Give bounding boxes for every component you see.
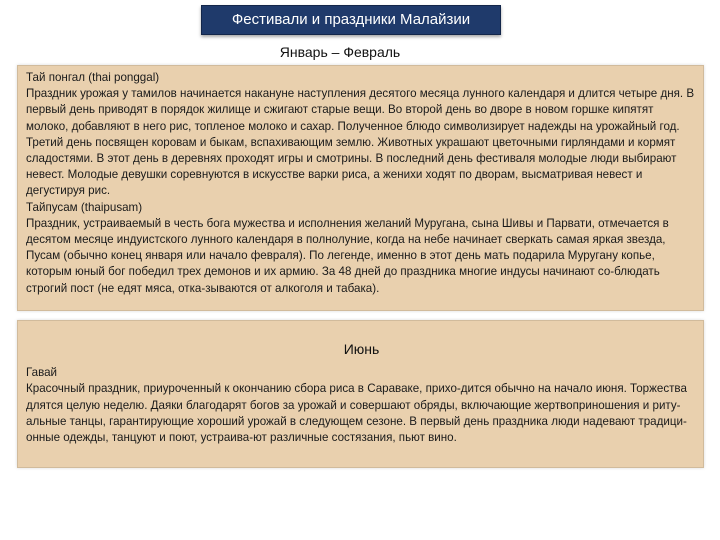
section-heading-jan-feb: Январь – Февраль (279, 44, 401, 60)
festival-panel-jan-feb (17, 65, 704, 311)
festival-text-thaipusam: Праздник, устраиваемый в честь бога мужества и исполнения желаний Муругана, сына Шивы и Парвати, отмечается в десятом месяце индуистского лунного календаря в полнолуние, когда на небе начинает сверкать самая яркая звезда, Пусам (обычно конец января или начало февраля). По легенде, именно в этот день мать подарила Муругану копье, которым юный бог победил трех демонов и их армию. За 48 дней до праздника многие индусы начинают со-блюдать строгий пост (не едят мяса, отка-зываются от алкоголя и табака). (26, 216, 669, 295)
festival-text-gawai: Красочный праздник, приуроченный к окончанию сбора риса в Сараваке, прихо-дится обычно на начало июня. Торжества длятся целую неделю. Даяки благодарят богов за урожай и совершают обряды, включающие жертвоприношения и риту-альные танцы, гарантирующие хороший урожай в следующем сезоне. В первый день праздника люди надевают традици-онные одежды, танцуют и поют, устраива-ют различные состязания, пьют вино. (26, 382, 687, 445)
festival-name-thai-ponggal: Тай понгал (thai ponggal) (26, 71, 160, 84)
festival-text-thai-ponggal: Праздник урожая у тамилов начинается накануне наступления десятого месяца лунного календаря и длится четыре дня. В первый день приводят в порядок жилище и сжигают старые вещи. Во второй день во дворе в новом горшке кипятят молоко, добавляют в него рис, топленое молоко и сахар. Полученное блюдо символизирует надежды на урожайный год. Третий день посвящен коровам и быкам, вспахивающим землю. Животных украшают цветочными гирляндами и кормят сладостями. В этот день в деревнях проходят игры и смотрины. В последний день фестиваля молодые люди выбирают невест. Молодые девушки соревнуются в искусстве варки риса, а женихи ходят по дворам, высматривая невест и дегустируя рис. (26, 87, 695, 198)
festival-name-thaipusam: Тайпусам (thaipusam) (26, 200, 143, 214)
section-heading-june: Июнь (343, 341, 380, 357)
festival-name-gawai: Гавай (26, 366, 58, 380)
festival-panel-june (17, 320, 704, 468)
slide-title: Фестивали и праздники Малайзии (201, 5, 501, 35)
